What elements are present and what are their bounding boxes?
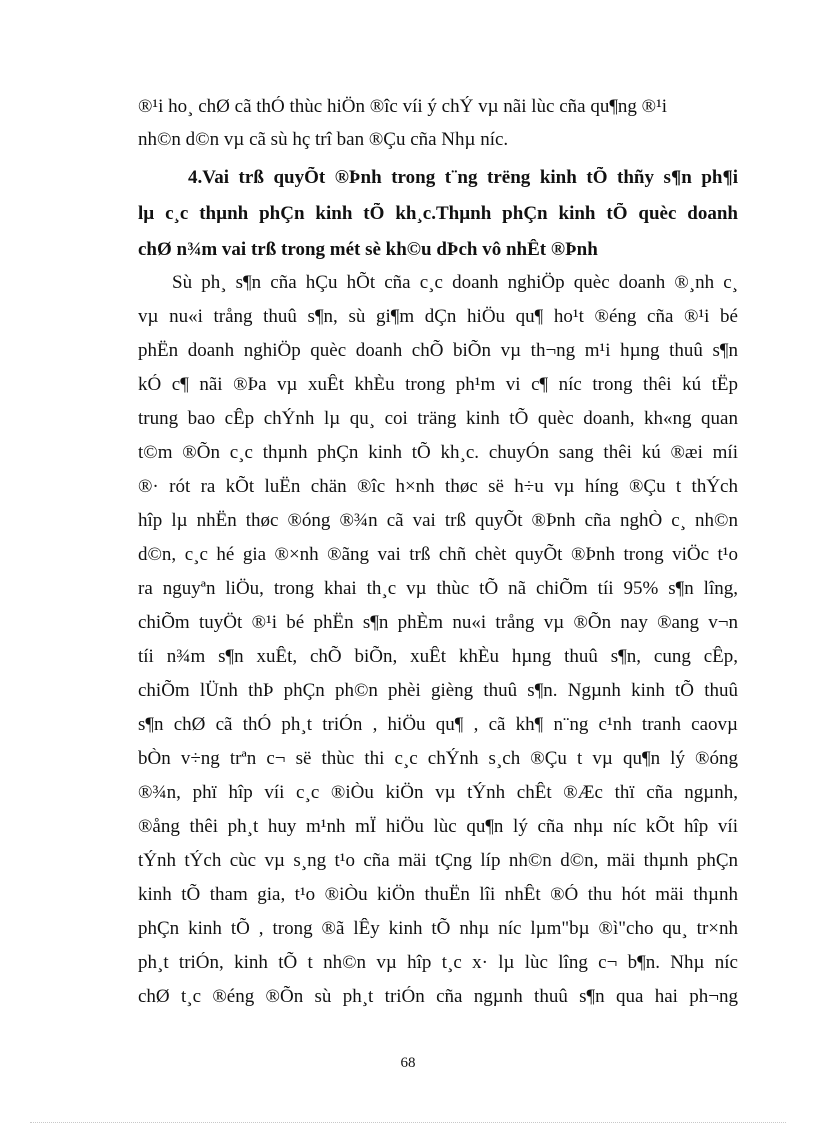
text-line: chØ t¸c ®éng ®Õn sù ph¸t triÓn cña ngµnh thuû s¶n qua hai ph¬ng <box>138 986 738 1007</box>
text-line: ®¾n, phï hîp víi c¸c ®iÒu kiÖn vµ tÝnh chÊt ®Æc thï cña ngµnh, <box>138 782 738 803</box>
text-line: s¶n chØ cã thÓ ph¸t triÓn , hiÖu qu¶ , cã kh¶ n¨ng c¹nh tranh caovµ <box>138 714 738 735</box>
text-line: kinh tÕ tham gia, t¹o ®iÒu kiÖn thuËn lîi nhÊt ®Ó thu hót mäi thµnh <box>138 884 738 905</box>
page-number: 68 <box>400 1055 416 1071</box>
section-heading-line: chØ n¾m vai trß trong mét sè kh©u dÞch vô nhÊt ®Þnh <box>138 239 598 260</box>
text-line: d©n, c¸c hé gia ®×nh ®ãng vai trß chñ chèt quyÕt ®Þnh trong viÖc t¹o <box>138 544 738 565</box>
text-line: chiÕm tuyÖt ®¹i bé phËn s¶n phÈm nu«i trång vµ ®Õn nay ®ang v¬n <box>138 612 738 633</box>
text-line: phÇn kinh tÕ , trong ®ã lÊy kinh tÕ nhµ níc lµm"bµ ®ì"cho qu¸ tr×nh <box>138 918 738 939</box>
text-line: ®ång thêi ph¸t huy m¹nh mÏ hiÖu lùc qu¶n lý cña nhµ níc kÕt hîp víi <box>138 816 738 837</box>
text-line: phËn doanh nghiÖp quèc doanh chÕ biÕn vµ th¬ng m¹i hµng thuû s¶n <box>138 340 738 361</box>
text-line: bÒn v÷ng trªn c¬ së thùc thi c¸c chÝnh s¸ch ®Çu t vµ qu¶n lý ®óng <box>138 748 738 769</box>
text-line: nh©n d©n vµ cã sù hç trî ban ®Çu cña Nhµ níc. <box>138 129 509 150</box>
text-line: tÝnh tÝch cùc vµ s¸ng t¹o cña mäi tÇng líp nh©n d©n, mäi thµnh phÇn <box>138 850 738 871</box>
text-line: vµ nu«i trång thuû s¶n, sù gi¶m dÇn hiÖu qu¶ ho¹t ®éng cña ®¹i bé <box>138 306 738 327</box>
text-line: tíi n¾m s¶n xuÊt, chÕ biÕn, xuÊt khÈu hµng thuû s¶n, cung cÊp, <box>138 646 738 667</box>
text-line: Sù ph¸ s¶n cña hÇu hÕt cña c¸c doanh nghiÖp quèc doanh ®¸nh c¸ <box>172 272 738 293</box>
text-line: trung bao cÊp chÝnh lµ qu¸ coi träng kinh tÕ quèc doanh, kh«ng quan <box>138 408 738 429</box>
text-line: ph¸t triÓn, kinh tÕ t nh©n vµ hîp t¸c x· lµ lùc lîng c¬ b¶n. Nhµ níc <box>138 952 738 973</box>
text-line: ®· rót ra kÕt luËn chän ®îc h×nh thøc së h÷u vµ híng ®Çu t thÝch <box>138 476 738 497</box>
text-line: ®¹i ho¸ chØ cã thÓ thùc hiÖn ®îc víi ý chÝ vµ nãi lùc cña qu¶ng ®¹i <box>138 96 668 117</box>
text-line: ra nguyªn liÖu, trong khai th¸c vµ thùc tÕ nã chiÕm tíi 95% s¶n lîng, <box>138 578 738 599</box>
section-heading-line: 4.Vai trß quyÕt ®Þnh trong t¨ng trëng kinh tÕ thñy s¶n ph¶i <box>188 167 738 188</box>
section-heading-line: lµ c¸c thµnh phÇn kinh tÕ kh¸c.Thµnh phÇn kinh tÕ quèc doanh <box>138 203 738 224</box>
text-line: kÓ c¶ nãi ®Þa vµ xuÊt khÈu trong ph¹m vi c¶ níc trong thêi kú tËp <box>138 374 738 395</box>
text-line: hîp lµ nhËn thøc ®óng ®¾n cã vai trß quyÕt ®Þnh cña nghÒ c¸ nh©n <box>138 510 738 531</box>
text-line: t©m ®Õn c¸c thµnh phÇn kinh tÕ kh¸c. chuyÓn sang thêi kú ®æi míi <box>138 442 738 463</box>
text-line: chiÕm lÜnh thÞ phÇn ph©n phèi gièng thuû s¶n. Ngµnh kinh tÕ thuû <box>138 680 738 701</box>
